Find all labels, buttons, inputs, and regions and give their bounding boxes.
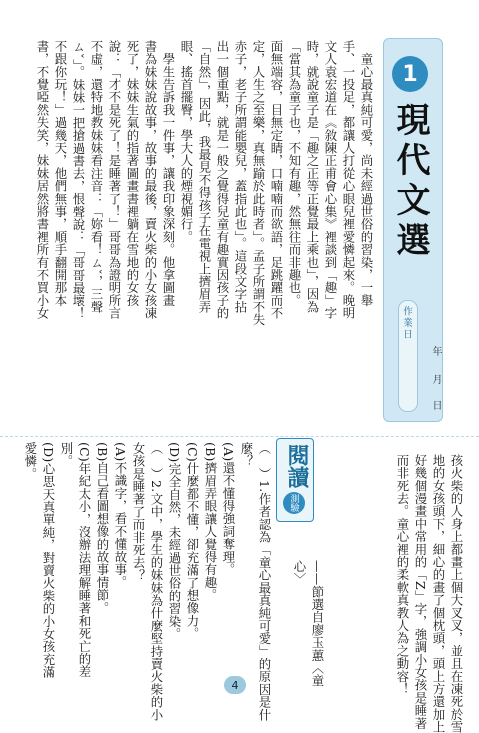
- passage-column: 「當其為童子也，不知有趣，然無往而非趣也。: [287, 40, 302, 307]
- lesson-title: 現代文選: [390, 102, 430, 262]
- passage-column: 面無端容，目無定睛，口喃喃而欲語，足跳躍而不: [269, 40, 284, 320]
- passage-column: 學生告訴我一件事，讓我印象深刻。他拿圖畫: [161, 40, 176, 307]
- passage-column: 不虛，還特地教妹妹看注音：「妳看！ㄙˇ，三聲: [89, 40, 104, 314]
- passage-column: 手、一投足，都讓人打從心眼兒裡愛憐起來。晚明: [341, 40, 356, 320]
- passage-column: 書，不覺啞然失笑，妹妹居然將書裡所有不買小女: [35, 40, 50, 320]
- continuation-column: 地的女孩頭下，細心的畫了個枕頭，頭上方還加上: [431, 454, 446, 733]
- continuation-column: 好幾個漫畫中常用的「Z」字，強調小女孩是睡著: [413, 454, 428, 730]
- quiz-column: (C)什麼都不懂，卻充滿了想像力。: [185, 442, 200, 640]
- passage-column: 「自然」，因此，我最見不得孩子在電視上擠眉弄: [197, 40, 212, 314]
- month-label: 月: [430, 374, 441, 384]
- day-label: 日: [430, 400, 441, 410]
- passage-column: 文人袁宏道在《敘陳正甫會心集》裡談到「趣」字: [323, 40, 338, 320]
- passage-column: 說：「才不是死了！是睡著了！」哥哥為證明所言: [107, 40, 122, 320]
- quiz-column: 別。: [59, 442, 74, 468]
- quiz-column: (D)完全自然，未經過世俗的習染。: [167, 442, 182, 641]
- passage-column: 童心最真純可愛，尚未經過世俗的習染，一舉: [359, 40, 374, 307]
- year-label: 年: [430, 346, 441, 356]
- date-label: 作業日: [401, 306, 412, 341]
- lesson-number-badge: 1: [392, 56, 428, 92]
- passage-continuation: [393, 454, 465, 733]
- quiz-column: 女孩是睡著了而非死去？: [131, 442, 146, 582]
- reading-quiz-heading: 閱讀: [284, 444, 309, 488]
- passage-column: 死了，妹妹生氣的指著圖畫書裡躺在雪地的女孩: [125, 40, 140, 307]
- source-citation: ——節選自廖玉蕙〈童心〉: [292, 560, 325, 687]
- quiz-column: 愛憐。: [23, 442, 38, 481]
- passage-column: 眼、搖首擺臀，學大人的煙視媚行。: [179, 40, 194, 244]
- passage-column: 不跟你玩！」過幾天，他們無事，順手翻開那本: [53, 40, 68, 307]
- section-divider: [0, 436, 479, 437]
- quiz-column: (A)還不懂得強詞奪理。: [221, 442, 236, 576]
- passage-column: 出一個重點，就是一般之覺得兒童有趣實因孩子的: [215, 40, 230, 320]
- quiz-questions: [21, 442, 273, 722]
- quiz-column: (C)年紀太小，沒辦法理解睡著和死亡的差: [77, 442, 92, 678]
- quiz-column: (A)不識字，看不懂故事。: [113, 442, 128, 589]
- quiz-column: (B)擠眉弄眼讓人覺得有趣。: [203, 442, 218, 602]
- page-number: 4: [224, 676, 246, 694]
- quiz-column: (B)自己看圖想像的故事情節。: [95, 442, 110, 615]
- passage-text: [33, 40, 375, 420]
- reading-quiz-badge: 測驗: [283, 492, 305, 514]
- passage-column: 定，人生之至樂，真無踰於此時者」。孟子所謂不失: [251, 40, 266, 326]
- passage-column: 赤子，老子所謂能嬰兒，蓋指此也」。這段文字拈: [233, 40, 248, 314]
- quiz-column: （ ）2.文中，學生的妹妹為什麼堅持賣火柴的小: [149, 442, 164, 722]
- continuation-column: 孩火柴的人身上都畫上個大叉叉，並且在凍死於雪: [449, 454, 464, 733]
- passage-column: 書為妹妹說故事，故事的最後，賣火柴的小女孩凍: [143, 40, 158, 320]
- continuation-column: 而非死去。童心裡的柔軟真教人為之動容！: [395, 454, 410, 696]
- passage-column: ㄙˇ」。妹妹一把搶過書去，恨聲說：「哥哥最壞！: [71, 40, 86, 320]
- quiz-column: (D)心思天真單純，對賣火柴的小女孩充滿: [41, 442, 56, 679]
- quiz-column: 麼？: [239, 442, 254, 468]
- quiz-column: （ ）1.作者認為「童心最真純可愛」的原因是什: [257, 442, 272, 722]
- passage-column: 時，就說童子是「趣之正等正覺最上乘也」，因為: [305, 40, 320, 314]
